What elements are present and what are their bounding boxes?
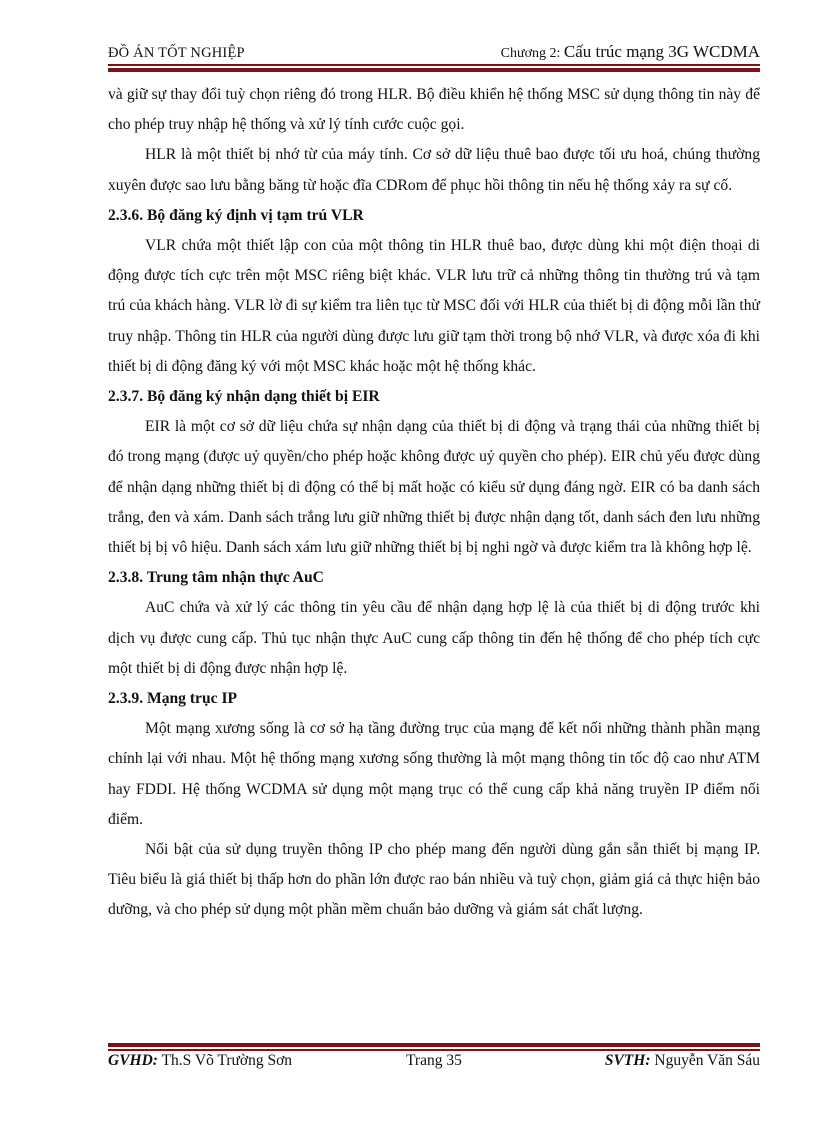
- paragraph-auc: AuC chứa và xử lý các thông tin yêu cầu để nhận dạng hợp lệ là của thiết bị di động trước khi dịch vụ được cung cấp. Thủ tục nhận thực AuC cung cấp thông tin đến hệ thống để cho phép tích cực một thiết bị di động được nhận hợp lệ.: [108, 599, 760, 677]
- header-rule-thin: [108, 64, 760, 66]
- footer-rule-thick: [108, 1043, 760, 1047]
- footer-rule-thin: [108, 1049, 760, 1051]
- paragraph-hlr-continued: và giữ sự thay đổi tuỳ chọn riêng đó trong HLR. Bộ điều khiển hệ thống MSC sử dụng thông tin này để cho phép truy nhập hệ thống và xử lý tính cước cuộc gọi.: [108, 86, 760, 134]
- footer-supervisor-name: Th.S Võ Trường Sơn: [161, 1052, 293, 1069]
- footer-student-label: SVTH:: [604, 1052, 651, 1069]
- header-rule-thick: [108, 68, 760, 72]
- heading-2-3-7: 2.3.7. Bộ đăng ký nhận dạng thiết bị EIR: [108, 388, 380, 406]
- paragraph-eir: EIR là một cơ sở dữ liệu chứa sự nhận dạng của thiết bị di động và trạng thái của những thiết bị đó trong mạng (được uỷ quyền/cho phép hoặc không được uỷ quyền cho phép). EIR chủ yếu được dùng để nhận dạng những thiết bị di động có thể bị mất hoặc có kiểu sử dụng đáng ngờ. EIR có ba danh sách trắng, đen và xám. Danh sách trắng lưu giữ những thiết bị được nhận dạng tốt, danh sách đen lưu những thiết bị bị vô hiệu. Danh sách xám lưu giữ những thiết bị bị nghi ngờ và được kiểm tra là không hợp lệ.: [108, 418, 760, 557]
- footer-student-name: Nguyễn Văn Sáu: [654, 1052, 760, 1069]
- page-body: [108, 80, 760, 926]
- footer-supervisor-label: GVHD:: [108, 1052, 158, 1069]
- heading-2-3-9: 2.3.9. Mạng trục IP: [108, 690, 238, 708]
- paragraph-hlr-memory: HLR là một thiết bị nhớ từ của máy tính. Cơ sở dữ liệu thuê bao được tối ưu hoá, chúng thường xuyên được sao lưu bằng băng từ hoặc đĩa CDRom để phục hồi thông tin nếu hệ thống xảy ra sự cố.: [108, 146, 760, 194]
- page-footer: [108, 1052, 760, 1076]
- paragraph-ip-benefits: Nổi bật của sử dụng truyền thông IP cho phép mang đến người dùng gắn sẵn thiết bị mạng IP. Tiêu biểu là giá thiết bị thấp hơn do phần lớn được rao bán nhiều và tuỳ chọn, giảm giá cả thực hiện bảo dưỡng, và cho phép sử dụng một phần mềm chuẩn bảo dưỡng và giám sát chất lượng.: [108, 841, 760, 919]
- heading-2-3-6: 2.3.6. Bộ đăng ký định vị tạm trú VLR: [108, 206, 364, 224]
- header-chapter-title: [501, 42, 760, 62]
- heading-2-3-8: 2.3.8. Trung tâm nhận thực AuC: [108, 569, 324, 587]
- footer-page-number: Trang 35: [406, 1052, 462, 1069]
- paragraph-vlr: VLR chứa một thiết lập con của một thông tin HLR thuê bao, được dùng khi một điện thoại di động được tích cực trên một MSC riêng biệt khác. VLR lưu trữ cả những thông tin thường trú và tạm trú của khách hàng. VLR lờ đi sự kiểm tra liên tục từ MSC đối với HLR của thiết bị di động mỗi lần thử truy nhập. Thông tin HLR của người dùng được lưu giữ tạm thời trong bộ nhớ VLR, và được xóa đi khi thiết bị di động đăng ký với một MSC khác hoặc một hệ thống khác.: [108, 237, 760, 375]
- header-thesis-label: ĐỒ ÁN TỐT NGHIỆP: [108, 45, 245, 61]
- footer-student: [605, 1052, 760, 1070]
- page-header: [108, 38, 760, 62]
- header-chapter-number: Chương 2:: [500, 46, 561, 61]
- header-chapter-name: Cấu trúc mạng 3G WCDMA: [563, 42, 760, 61]
- paragraph-ip-backbone: Một mạng xương sống là cơ sở hạ tầng đường trục của mạng để kết nối những thành phần mạng chính lại với nhau. Một hệ thống mạng xương sống thường là một mạng thông tin tốc độ cao như ATM hay FDDI. Hệ thống WCDMA sử dụng một mạng trục có thể cung cấp khả năng truyền IP điểm nối điểm.: [108, 720, 760, 828]
- footer-supervisor: [108, 1052, 292, 1070]
